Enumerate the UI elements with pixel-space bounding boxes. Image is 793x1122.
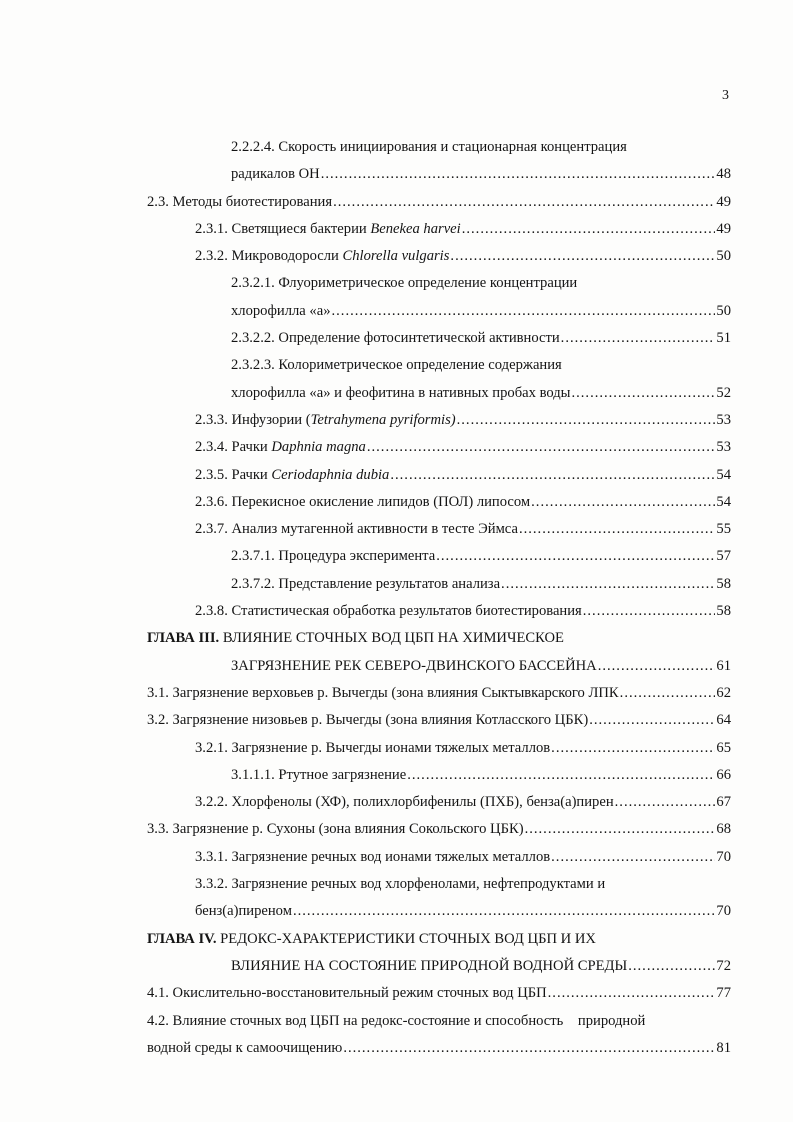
toc-entry: 3.3.2. Загрязнение речных вод хлорфенолами, нефтепродуктами и <box>195 876 606 893</box>
toc-entry[interactable]: 2.3.2. Микроводоросли Chlorella vulgaris ..... 50 <box>0 243 793 270</box>
toc-entry[interactable]: 3.3. Загрязнение р. Сухоны (зона влияния Сокольского ЦБК) ..... 68 <box>0 816 793 843</box>
toc-page-number: 58 <box>716 603 731 620</box>
toc-entry[interactable]: 2.3.7.2. Представление результатов анализа ..... 58 <box>0 571 793 598</box>
toc-page-number: 49 <box>716 220 731 237</box>
toc-page-number: 62 <box>716 684 731 701</box>
toc-entry[interactable]: 2.3.2.2. Определение фотосинтетической активности ..... 51 <box>0 325 793 352</box>
toc-entry[interactable]: водной среды к самоочищению ..... 81 <box>0 1035 793 1062</box>
toc-page-number: 67 <box>716 794 731 811</box>
toc-entry[interactable]: 3.2.2. Хлорфенолы (ХФ), полихлорбифенилы (ПХБ), бенза(а)пирен ..... 67 <box>0 789 793 816</box>
toc-entry[interactable]: 2.3.8. Статистическая обработка результатов биотестирования ..... 58 <box>0 598 793 625</box>
toc-chapter-heading: ГЛАВА III. ВЛИЯНИЕ СТОЧНЫХ ВОД ЦБП НА ХИМИЧЕСКОЕ <box>147 630 564 647</box>
toc-page-number: 49 <box>716 193 731 210</box>
toc-entry[interactable]: 3.2.1. Загрязнение р. Вычегды ионами тяжелых металлов ..... 65 <box>0 735 793 762</box>
toc-entry[interactable]: бенз(а)пиреном ..... 70 <box>0 898 793 925</box>
toc-entry[interactable]: 3.3.1. Загрязнение речных вод ионами тяжелых металлов ..... 70 <box>0 844 793 871</box>
toc-page-number: 53 <box>716 439 731 456</box>
toc-page-number: 66 <box>716 766 731 783</box>
table-of-contents <box>0 134 793 1062</box>
toc-entry[interactable]: ВЛИЯНИЕ НА СОСТОЯНИЕ ПРИРОДНОЙ ВОДНОЙ СРЕДЫ ..... 72 <box>0 953 793 980</box>
toc-entry[interactable]: 2.3.1. Светящиеся бактерии Benekea harvei ..... 49 <box>0 216 793 243</box>
toc-entry[interactable]: 2.3.7.1. Процедура эксперимента ..... 57 <box>0 543 793 570</box>
toc-entry[interactable]: 3.1.1.1. Ртутное загрязнение ..... 66 <box>0 762 793 789</box>
toc-chapter-heading: ГЛАВА IV. РЕДОКС-ХАРАКТЕРИСТИКИ СТОЧНЫХ ВОД ЦБП И ИХ <box>147 930 596 947</box>
toc-page-number: 51 <box>716 330 731 347</box>
toc-entry[interactable]: 4.1. Окислительно-восстановительный режим сточных вод ЦБП ..... 77 <box>0 980 793 1007</box>
toc-page-number: 65 <box>716 739 731 756</box>
toc-entry[interactable]: 2.3.4. Рачки Daphnia magna ..... 53 <box>0 434 793 461</box>
toc-page-number: 68 <box>716 821 731 838</box>
toc-entry[interactable]: ЗАГРЯЗНЕНИЕ РЕК СЕВЕРО-ДВИНСКОГО БАССЕЙНА ..... 61 <box>0 653 793 680</box>
toc-page-number: 50 <box>716 248 731 265</box>
toc-page-number: 54 <box>716 466 731 483</box>
toc-entry[interactable]: 2.3.3. Инфузории (Tetrahymena pyriformis) ..... 53 <box>0 407 793 434</box>
toc-entry: 2.3.2.3. Колориметрическое определение содержания <box>231 357 562 374</box>
toc-entry[interactable]: 3.2. Загрязнение низовьев р. Вычегды (зона влияния Котласского ЦБК) ..... 64 <box>0 707 793 734</box>
toc-page-number: 81 <box>716 1039 731 1056</box>
toc-page-number: 77 <box>716 985 731 1002</box>
toc-entry[interactable]: хлорофилла «а» и феофитина в нативных пробах воды ..... 52 <box>0 380 793 407</box>
toc-entry[interactable]: 3.1. Загрязнение верховьев р. Вычегды (зона влияния Сыктывкарского ЛПК ..... 62 <box>0 680 793 707</box>
toc-page-number: 72 <box>716 957 731 974</box>
chapter-label: ГЛАВА IV. <box>147 930 217 947</box>
toc-page-number: 52 <box>716 384 731 401</box>
toc-page-number: 48 <box>716 166 731 183</box>
toc-page-number: 50 <box>716 302 731 319</box>
toc-entry[interactable]: 2.3. Методы биотестирования ..... 49 <box>0 189 793 216</box>
toc-page-number: 61 <box>716 657 731 674</box>
toc-page-number: 57 <box>716 548 731 565</box>
toc-page-number: 64 <box>716 712 731 729</box>
toc-entry: 4.2. Влияние сточных вод ЦБП на редокс-состояние и способность природной <box>147 1012 646 1029</box>
toc-page-number: 53 <box>716 411 731 428</box>
toc-page-number: 54 <box>716 493 731 510</box>
toc-page-number: 70 <box>716 903 731 920</box>
toc-page-number: 55 <box>716 521 731 538</box>
toc-entry[interactable]: 2.3.7. Анализ мутагенной активности в тесте Эймса ..... 55 <box>0 516 793 543</box>
chapter-label: ГЛАВА III. <box>147 630 220 647</box>
page-number: 3 <box>722 88 729 103</box>
toc-entry: 2.3.2.1. Флуориметрическое определение концентрации <box>231 275 578 292</box>
toc-page-number: 58 <box>716 575 731 592</box>
toc-entry[interactable]: 2.3.5. Рачки Ceriodaphnia dubia ..... 54 <box>0 462 793 489</box>
toc-entry: 2.2.2.4. Скорость инициирования и стационарная концентрация <box>231 139 627 155</box>
toc-entry[interactable]: радикалов ОН ..... 48 <box>0 161 793 188</box>
toc-entry[interactable]: хлорофилла «а» ..... 50 <box>0 298 793 325</box>
toc-entry[interactable]: 2.3.6. Перекисное окисление липидов (ПОЛ) липосом ..... 54 <box>0 489 793 516</box>
toc-page-number: 70 <box>716 848 731 865</box>
